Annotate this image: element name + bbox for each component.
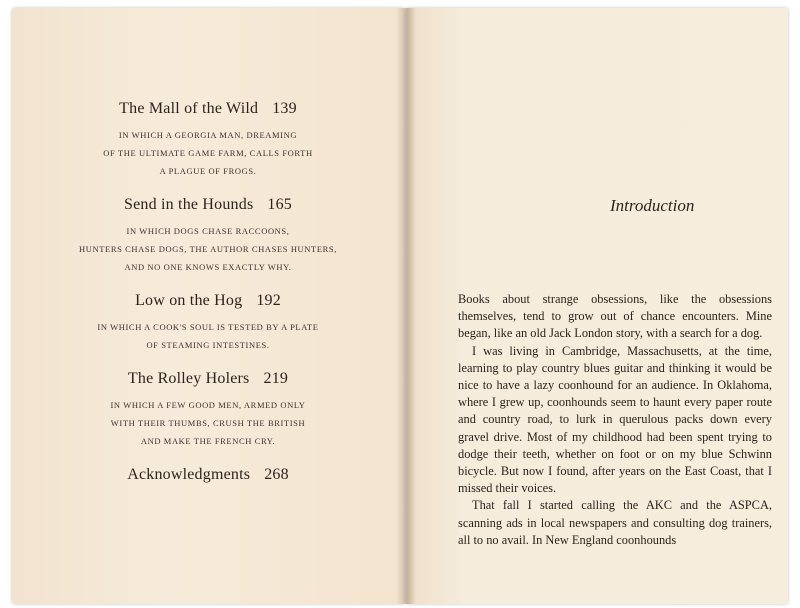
toc-description-line: WITH THEIR THUMBS, CRUSH THE BRITISH — [110, 418, 306, 428]
paragraph: That fall I started calling the AKC and the ASPCA, scanning ads in local newspapers and consulting dog trainers, all to no avail. In New England coonhounds — [458, 498, 772, 547]
toc-description-line: OF STEAMING INTESTINES. — [146, 340, 270, 350]
paragraph: I was living in Cambridge, Massachusetts, at the time, learning to play country blues guitar and thinking it would be nice to have a lazy coonhound for an audience. In Oklahoma, where I grew up, coonhounds seem to haunt every paper route and country road, to lurk in querulous packs down every gravel drive. Most of my childhood had been spent trying to dodge their teeth, whether on foot or on my blue Schwinn bicycle. But now I found, after years on the East Coast, that I missed their voices. — [458, 343, 772, 496]
toc-description-line: IN WHICH A COOK'S SOUL IS TESTED BY A PLATE — [97, 322, 319, 332]
toc-entry-title: Acknowledgments 268 — [127, 466, 289, 483]
toc-description-line: IN WHICH A FEW GOOD MEN, ARMED ONLY — [110, 400, 306, 410]
table-of-contents — [12, 100, 404, 500]
toc-description-line: HUNTERS CHASE DOGS, THE AUTHOR CHASES HUNTERS, — [79, 244, 337, 254]
toc-entry-title: Send in the Hounds 165 — [124, 196, 292, 213]
paragraph: Books about strange obsessions, like the obsessions themselves, tend to grow out of chance encounters. Mine began, like an old Jack London story, with a search for a dog. — [458, 292, 772, 341]
toc-page-number: 139 — [272, 100, 297, 117]
toc-page-number: 219 — [263, 370, 289, 387]
toc-entry — [12, 196, 404, 276]
toc-entry — [12, 100, 404, 180]
toc-entry-title: The Mall of the Wild 139 — [119, 100, 297, 117]
toc-page-number: 268 — [264, 466, 289, 483]
toc-description-line: IN WHICH A GEORGIA MAN, DREAMING — [118, 130, 298, 140]
toc-page-number: 165 — [267, 196, 292, 213]
toc-description-line: A PLAGUE OF FROGS. — [159, 166, 257, 176]
toc-description-line: AND MAKE THE FRENCH CRY. — [140, 436, 276, 446]
chapter-heading: Introduction — [610, 196, 695, 215]
toc-description-line: IN WHICH DOGS CHASE RACCOONS, — [126, 226, 290, 236]
toc-description-line: AND NO ONE KNOWS EXACTLY WHY. — [124, 262, 292, 272]
toc-entry — [12, 370, 404, 450]
toc-page-number: 192 — [256, 292, 281, 309]
toc-entry-title: Low on the Hog 192 — [135, 292, 281, 309]
introduction-body — [458, 291, 772, 549]
toc-description-line: OF THE ULTIMATE GAME FARM, CALLS FORTH — [103, 148, 313, 158]
toc-entry — [12, 292, 404, 354]
toc-entry-title: The Rolley Holers 219 — [127, 370, 289, 387]
toc-entry — [12, 466, 404, 484]
